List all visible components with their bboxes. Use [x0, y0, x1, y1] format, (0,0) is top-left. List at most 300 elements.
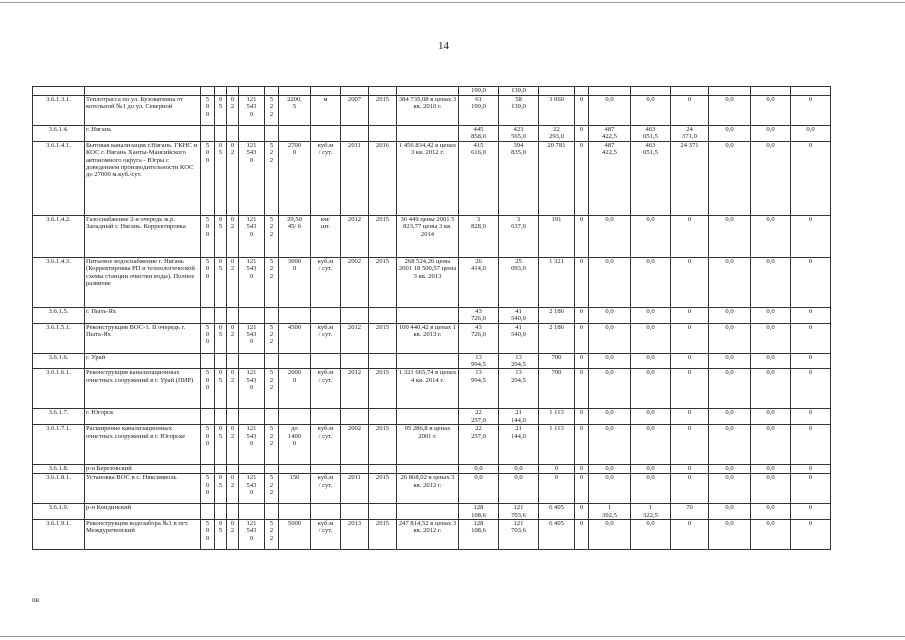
table-cell: 0,0: [709, 323, 751, 353]
table-cell: [265, 465, 279, 474]
table-cell: 0,0: [751, 520, 791, 550]
table-cell: 0,0: [751, 369, 791, 409]
table-cell: 6 405: [539, 504, 575, 520]
table-cell: 0: [791, 465, 831, 474]
table-cell: 0,0: [709, 369, 751, 409]
table-cell: 5 2 2: [265, 257, 279, 307]
table-cell: [397, 504, 459, 520]
table-cell: 487 422,5: [589, 126, 631, 142]
table-cell: [279, 353, 311, 369]
table-cell: 0,0: [631, 425, 671, 465]
table-cell: 0,0: [631, 307, 671, 323]
table-cell: 0,0: [589, 465, 631, 474]
table-cell: 0 5: [215, 215, 227, 257]
table-cell: 1 456 834,42 в ценах 3 кв. 2012 г.: [397, 141, 459, 215]
table-cell: 0,0: [751, 215, 791, 257]
table-cell: 0: [575, 353, 589, 369]
row-code: 3.6.1.4.1.: [33, 141, 85, 215]
table-cell: 0,0: [751, 504, 791, 520]
table-cell: м: [311, 96, 341, 126]
table-cell: 3 637,0: [499, 215, 539, 257]
table-cell: 2015: [369, 425, 397, 465]
row-code: 3.6.1.4.: [33, 126, 85, 142]
table-cell: [201, 465, 215, 474]
table-cell: [341, 126, 369, 142]
table-cell: 0: [791, 215, 831, 257]
table-cell: 70: [671, 504, 709, 520]
table-cell: [369, 126, 397, 142]
table-cell: 0 5: [215, 520, 227, 550]
table-cell: 0: [575, 425, 589, 465]
table-cell: [201, 409, 215, 425]
table-cell: 191: [539, 215, 575, 257]
table-cell: [279, 504, 311, 520]
investment-table: [32, 86, 831, 550]
table-cell: 0 5: [215, 141, 227, 215]
table-cell: [265, 409, 279, 425]
table-cell: 0: [671, 409, 709, 425]
table-cell: 5 0 0: [201, 474, 215, 504]
object-name: Теплотрасса по ул. Кузоваткина от котельной №1 до ул. Северной: [85, 96, 201, 126]
table-cell: куб.м / сут.: [311, 425, 341, 465]
object-name: Установка ВОС в с. Няксимволь: [85, 474, 201, 504]
object-name: г. Югорск: [85, 409, 201, 425]
table-cell: 0,0: [589, 96, 631, 126]
table-cell: [215, 307, 227, 323]
table-cell: [239, 465, 265, 474]
table-cell: [397, 409, 459, 425]
table-cell: 0,0: [631, 465, 671, 474]
table-cell: 423 565,0: [499, 126, 539, 142]
table-cell: куб.м / сут.: [311, 141, 341, 215]
table-cell: 0 5: [215, 425, 227, 465]
table-cell: 4500: [279, 323, 311, 353]
table-cell: 0: [575, 96, 589, 126]
table-cell: 0: [671, 353, 709, 369]
table-cell: 0: [671, 465, 709, 474]
table-cell: [265, 504, 279, 520]
table-cell: 1 321 665,74 в ценах 4 кв. 2014 г.: [397, 369, 459, 409]
table-cell: 0 2: [227, 474, 239, 504]
table-cell: 2002: [341, 425, 369, 465]
table-row-partial: [33, 87, 831, 96]
row-code: 3.6.1.8.: [33, 465, 85, 474]
table-cell: [341, 409, 369, 425]
table-cell: 487 422,5: [589, 141, 631, 215]
table-cell: куб.м / сут.: [311, 369, 341, 409]
table-cell: 41 540,0: [499, 307, 539, 323]
table-cell: 2015: [369, 520, 397, 550]
table-row: [33, 126, 831, 142]
table-cell: [341, 307, 369, 323]
table-cell: [201, 126, 215, 142]
table-cell: 2015: [369, 96, 397, 126]
table-cell: 22 257,0: [459, 409, 499, 425]
table-cell: 0: [575, 257, 589, 307]
table-cell: 0,0: [751, 409, 791, 425]
table-cell: [215, 126, 227, 142]
table-cell: 0: [575, 126, 589, 142]
table-cell: 0,0: [791, 126, 831, 142]
row-code: 3.6.1.4.3.: [33, 257, 85, 307]
table-cell: 0 2: [227, 257, 239, 307]
table-cell: 0,0: [589, 215, 631, 257]
table-cell: 5 2 2: [265, 96, 279, 126]
table-cell: 0,0: [709, 307, 751, 323]
table-cell: 5 2 2: [265, 141, 279, 215]
table-cell: 121 703,6: [499, 504, 539, 520]
table-cell: 5 0 0: [201, 425, 215, 465]
table-cell: [341, 353, 369, 369]
table-cell: 0: [791, 257, 831, 307]
table-cell: 0 5: [215, 369, 227, 409]
table-cell: 0,0: [631, 215, 671, 257]
table-cell: 1 113: [539, 409, 575, 425]
table-row: [33, 520, 831, 550]
table-cell: 13 994,5: [459, 353, 499, 369]
table-row: [33, 353, 831, 369]
table-row: [33, 474, 831, 504]
table-cell: [369, 307, 397, 323]
table-cell: [227, 465, 239, 474]
table-cell: 0,0: [751, 465, 791, 474]
table-cell: 0,0: [751, 307, 791, 323]
table-cell: 5 0 0: [201, 141, 215, 215]
table-cell: 61 199,0: [459, 96, 499, 126]
table-cell: 0 2: [227, 215, 239, 257]
table-cell: 2015: [369, 323, 397, 353]
table-cell: [265, 307, 279, 323]
scan-edge-bottom: [0, 636, 905, 637]
table-cell: 700: [539, 353, 575, 369]
table-cell: 0,0: [709, 425, 751, 465]
table-cell: 0,0: [631, 474, 671, 504]
table-cell: [369, 504, 397, 520]
table-cell: 0,0: [589, 369, 631, 409]
table-cell: 0,0: [751, 425, 791, 465]
table-cell: [265, 126, 279, 142]
table-cell: 5 2 2: [265, 215, 279, 257]
table-cell: 0,0: [709, 141, 751, 215]
table-cell: 121 543 0: [239, 215, 265, 257]
table-cell: 0: [791, 307, 831, 323]
table-cell: 0: [575, 323, 589, 353]
table-cell: 0: [671, 369, 709, 409]
table-cell: 445 858,0: [459, 126, 499, 142]
table-cell: [279, 126, 311, 142]
table-cell: 43 726,0: [459, 307, 499, 323]
table-cell: 26 868,02 в ценах 3 кв. 2012 г.: [397, 474, 459, 504]
table-cell: 0: [671, 307, 709, 323]
table-cell: 5 2 2: [265, 425, 279, 465]
table-cell: 0 5: [215, 257, 227, 307]
table-cell: 100 440,42 в ценах 1 кв. 2013 г.: [397, 323, 459, 353]
table-cell: 2011: [341, 141, 369, 215]
table-cell: 2002: [341, 257, 369, 307]
table-row: [33, 465, 831, 474]
table-cell: 0,0: [751, 353, 791, 369]
table-cell: 0,0: [751, 96, 791, 126]
table-cell: куб.м / сут.: [311, 474, 341, 504]
table-cell: 2007: [341, 96, 369, 126]
table-cell: 0: [575, 369, 589, 409]
table-cell: 5 0 0: [201, 520, 215, 550]
table-cell: 1 321: [539, 257, 575, 307]
table-cell: [311, 409, 341, 425]
object-name: Реконструкция ВОС-1. II очередь г. Пыть-Ях: [85, 323, 201, 353]
table-cell: км/ шт.: [311, 215, 341, 257]
row-code: 3.6.1.9.1.: [33, 520, 85, 550]
table-cell: 384 735,08 в ценах 3 кв. 2010 г.: [397, 96, 459, 126]
table-cell: 0,0: [631, 323, 671, 353]
table-cell: 0,0: [631, 353, 671, 369]
object-name: Бытовая канализация г.Нягань. ГКНС и КОС г. Нягань Ханты-Мансийского автономного округа - Югры с доведением производительности КОС до 27000 м.куб./сут.: [85, 141, 201, 215]
table-cell: [215, 504, 227, 520]
table-cell: куб.м / сут.: [311, 520, 341, 550]
table-cell: [239, 409, 265, 425]
table-row: [33, 307, 831, 323]
table-cell: 0,0: [709, 504, 751, 520]
table-row: [33, 425, 831, 465]
table-cell: 0,0: [631, 369, 671, 409]
table-cell: 700: [539, 369, 575, 409]
table-cell: [311, 307, 341, 323]
table-cell: 0,0: [459, 465, 499, 474]
table-cell: 0: [791, 141, 831, 215]
table-cell: [397, 126, 459, 142]
table-cell: 2000 0: [279, 369, 311, 409]
table-cell: 0,0: [709, 215, 751, 257]
table-cell: 5 2 2: [265, 474, 279, 504]
table-cell: [341, 504, 369, 520]
table-cell: 2015: [369, 215, 397, 257]
table-cell: [279, 409, 311, 425]
table-cell: 0,0: [589, 353, 631, 369]
object-name: Реконструкция канализационных очистных сооружений в г. Урай (ПИР): [85, 369, 201, 409]
table-cell: [265, 353, 279, 369]
object-name: р-н Березовский: [85, 465, 201, 474]
table-cell: 24 371: [671, 141, 709, 215]
table-cell: 121 543 0: [239, 141, 265, 215]
table-cell: 199,0: [459, 87, 499, 96]
table-cell: [397, 465, 459, 474]
table-cell: 0,0: [709, 520, 751, 550]
table-cell: 0 2: [227, 141, 239, 215]
table-cell: 463 051,5: [631, 141, 671, 215]
table-cell: 0,0: [709, 409, 751, 425]
table-cell: 0,0: [589, 257, 631, 307]
table-cell: 25 093,0: [499, 257, 539, 307]
table-cell: 0: [791, 474, 831, 504]
object-name: Газоснабжение 2-я очередь ж.р. Западный г. Нягань. Корректировка: [85, 215, 201, 257]
table-cell: 36 449 цены 2001 5 823,77 цены 3 кв. 2014: [397, 215, 459, 257]
row-code: 3.6.1.7.1.: [33, 425, 85, 465]
table-cell: [239, 504, 265, 520]
table-cell: куб.м / сут.: [311, 257, 341, 307]
table-cell: 0: [575, 141, 589, 215]
object-name: р-н Кондинский: [85, 504, 201, 520]
table-cell: 0: [671, 96, 709, 126]
table-cell: 0 2: [227, 369, 239, 409]
object-name: Реконструкция водозабора №1 в пгт. Междуреченский: [85, 520, 201, 550]
table-cell: 2700 0: [279, 141, 311, 215]
table-cell: 0,0: [751, 126, 791, 142]
table-cell: 121 703,6: [499, 520, 539, 550]
table-cell: [311, 126, 341, 142]
table-cell: [201, 353, 215, 369]
row-code: 3.6.1.9.: [33, 504, 85, 520]
table-cell: 43 726,0: [459, 323, 499, 353]
row-code: 3.6.1.5.: [33, 307, 85, 323]
table-cell: 415 616,0: [459, 141, 499, 215]
table-cell: [227, 409, 239, 425]
table-cell: 0,0: [499, 474, 539, 504]
table-cell: 58 139,0: [499, 96, 539, 126]
table-cell: [239, 126, 265, 142]
table-cell: 0: [791, 504, 831, 520]
table-cell: 0,0: [631, 257, 671, 307]
table-cell: 121 543 0: [239, 96, 265, 126]
table-cell: 0,0: [709, 126, 751, 142]
object-name: г. Нягань: [85, 126, 201, 142]
object-name: Расширение канализационных очистных сооружений в г. Югорске: [85, 425, 201, 465]
table-cell: 0: [671, 425, 709, 465]
table-cell: 394 835,0: [499, 141, 539, 215]
table-cell: [311, 465, 341, 474]
table-cell: 139,0: [499, 87, 539, 96]
table-cell: 0: [671, 215, 709, 257]
table-cell: 0: [671, 257, 709, 307]
table-cell: 0,0: [589, 474, 631, 504]
table-cell: 1 113: [539, 425, 575, 465]
table-cell: 2012: [341, 369, 369, 409]
table-cell: 0 5: [215, 474, 227, 504]
table-cell: 5 0 0: [201, 215, 215, 257]
scan-edge-top: [0, 2, 905, 3]
row-code: 3.6.1.3.1.: [33, 96, 85, 126]
table-cell: 0,0: [631, 96, 671, 126]
table-cell: 463 051,5: [631, 126, 671, 142]
table-cell: 3 828,0: [459, 215, 499, 257]
row-code: 3.6.1.7.: [33, 409, 85, 425]
table-cell: 0: [575, 307, 589, 323]
table-cell: куб.м / сут.: [311, 323, 341, 353]
table-cell: [369, 353, 397, 369]
table-cell: 20 781: [539, 141, 575, 215]
table-cell: [341, 465, 369, 474]
table-cell: 13 294,5: [499, 369, 539, 409]
table-cell: 2 186: [539, 323, 575, 353]
table-cell: 0,0: [751, 474, 791, 504]
table-cell: 0: [575, 465, 589, 474]
table-cell: 0: [791, 520, 831, 550]
table-cell: 5 0 0: [201, 323, 215, 353]
table-cell: 1 322,5: [631, 504, 671, 520]
table-row: [33, 323, 831, 353]
table-cell: 2200, 5: [279, 96, 311, 126]
table-cell: 128 108,6: [459, 520, 499, 550]
table-cell: 0,0: [499, 465, 539, 474]
table-row: [33, 504, 831, 520]
table-cell: 0: [575, 520, 589, 550]
table-cell: 24 371,0: [671, 126, 709, 142]
table-cell: 2013: [341, 520, 369, 550]
table-cell: 0,0: [589, 520, 631, 550]
table-cell: [227, 307, 239, 323]
table-cell: [227, 353, 239, 369]
table-cell: 0: [575, 504, 589, 520]
table-cell: 2012: [341, 323, 369, 353]
table-cell: 0: [671, 520, 709, 550]
table-cell: [279, 465, 311, 474]
object-name: г. Пыть-Ях: [85, 307, 201, 323]
row-code: 3.6.1.6.1.: [33, 369, 85, 409]
table-cell: 3 060: [539, 96, 575, 126]
table-row: [33, 409, 831, 425]
table-row: [33, 369, 831, 409]
table-cell: 0,0: [709, 96, 751, 126]
table-cell: 0: [539, 474, 575, 504]
table-cell: 0,0: [709, 257, 751, 307]
table-cell: 0: [791, 353, 831, 369]
table-cell: 121 543 0: [239, 369, 265, 409]
table-cell: 29,50 45/ 6: [279, 215, 311, 257]
table-cell: 2016: [369, 141, 397, 215]
table-cell: [397, 307, 459, 323]
table-cell: 3000 0: [279, 257, 311, 307]
table-cell: 5000: [279, 520, 311, 550]
table-cell: 0: [575, 215, 589, 257]
table-cell: 5 2 2: [265, 369, 279, 409]
table-cell: 2011: [341, 474, 369, 504]
table-cell: 2015: [369, 257, 397, 307]
table-row: [33, 215, 831, 257]
table-row: [33, 141, 831, 215]
table-cell: 95 286,8 в ценах 2001 г.: [397, 425, 459, 465]
table-cell: [279, 307, 311, 323]
table-cell: 26 414,0: [459, 257, 499, 307]
table-cell: 21 144,0: [499, 425, 539, 465]
row-code: 3.6.1.8.1.: [33, 474, 85, 504]
table-cell: [227, 504, 239, 520]
table-cell: 0,0: [459, 474, 499, 504]
table-cell: 0,0: [589, 425, 631, 465]
table-cell: 0,0: [709, 474, 751, 504]
table-cell: [239, 353, 265, 369]
table-cell: [215, 353, 227, 369]
table-cell: 0 5: [215, 96, 227, 126]
table-cell: [369, 465, 397, 474]
table-cell: 0,0: [751, 141, 791, 215]
table-cell: 0: [791, 409, 831, 425]
table-cell: 21 144,0: [499, 409, 539, 425]
table-cell: 0: [671, 323, 709, 353]
table-cell: 0,0: [589, 409, 631, 425]
table-cell: [311, 353, 341, 369]
table-row: [33, 257, 831, 307]
table-cell: [201, 307, 215, 323]
table-cell: 121 543 0: [239, 474, 265, 504]
table-cell: 0,0: [631, 409, 671, 425]
table-cell: 2015: [369, 369, 397, 409]
table-cell: 0,0: [709, 465, 751, 474]
table-cell: 0 2: [227, 425, 239, 465]
table-cell: 5 0 0: [201, 96, 215, 126]
footer-mark: пв: [32, 596, 40, 604]
table-cell: 0: [575, 474, 589, 504]
object-name: г. Урай: [85, 353, 201, 369]
table-cell: 0 5: [215, 323, 227, 353]
